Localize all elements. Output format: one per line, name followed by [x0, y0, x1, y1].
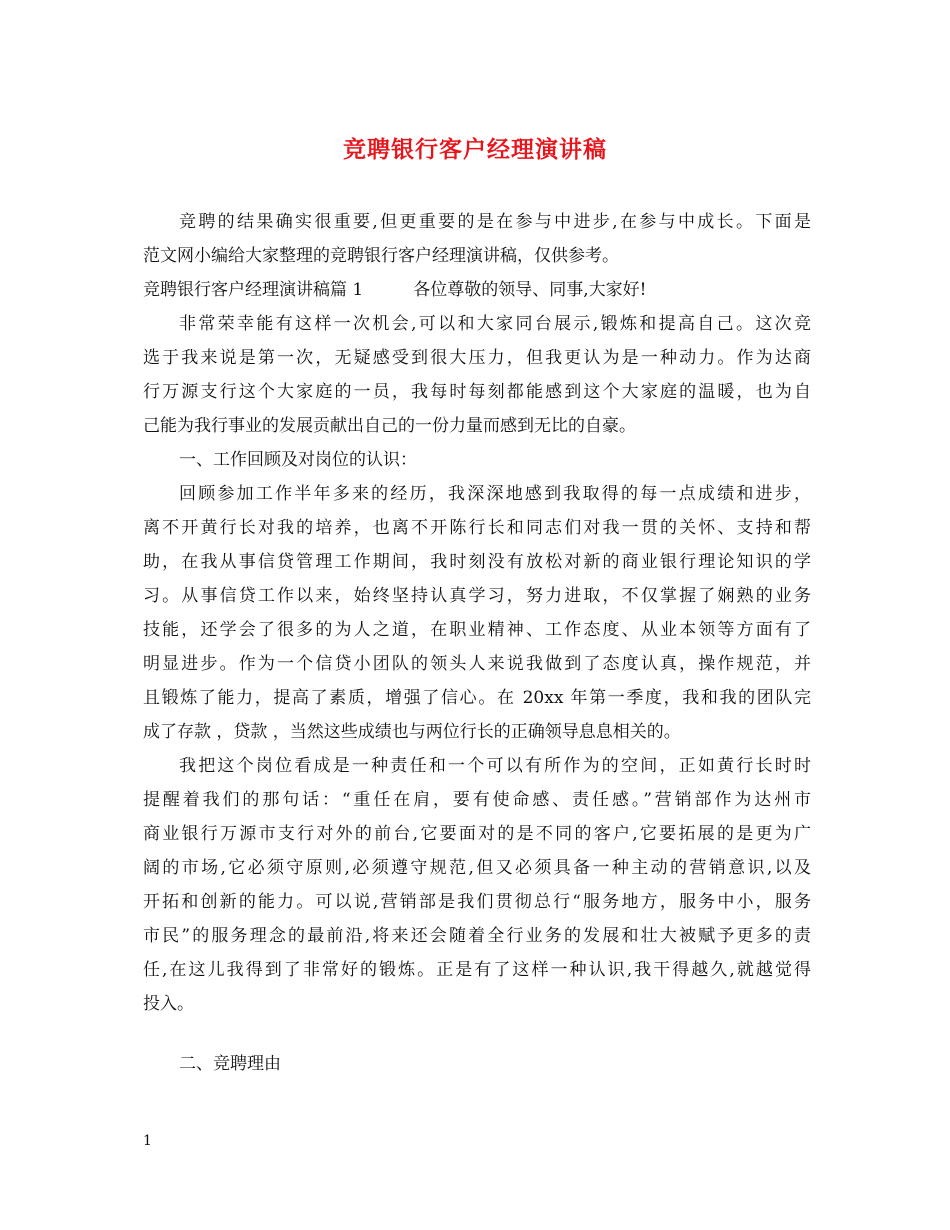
paragraph-line: 离不开黄行长对我的培养，也离不开陈行长和同志们对我一贯的关怀、支持和帮 — [143, 518, 811, 538]
salutation: 各位尊敬的领导、同事,大家好! — [413, 280, 647, 300]
paragraph-line: 阔的市场,它必须守原则,必须遵守规范,但又必须具备一种主动的营销意识,以及 — [143, 858, 811, 878]
intro-line: 范文网小编给大家整理的竞聘银行客户经理演讲稿，仅供参考。 — [143, 246, 619, 266]
paragraph-line: 行万源支行这个大家庭的一员，我每时每刻都能感到这个大家庭的温暖，也为自 — [143, 382, 811, 402]
paragraph-line: 开拓和创新的能力。可以说,营销部是我们贯彻总行“服务地方，服务中小，服务 — [143, 892, 811, 912]
paragraph-line: 选于我来说是第一次，无疑感受到很大压力，但我更认为是一种动力。作为达商 — [143, 348, 811, 368]
section-heading-line — [143, 273, 811, 307]
paragraph-line: 习。从事信贷工作以来，始终坚持认真学习，努力进取，不仅掌握了娴熟的业务 — [143, 586, 811, 606]
heading-work-review: 一、工作回顾及对岗位的认识： — [179, 450, 417, 470]
paragraph-line: 投入。 — [143, 994, 194, 1014]
section-heading: 竞聘银行客户经理演讲稿篇 1 — [143, 280, 364, 300]
page-number: 1 — [143, 1133, 152, 1149]
paragraph-line: 非常荣幸能有这样一次机会,可以和大家同台展示,锻炼和提高自己。这次竞 — [179, 314, 811, 334]
paragraph-line: 技能，还学会了很多的为人之道，在职业精神、工作态度、从业本领等方面有了 — [143, 620, 811, 640]
paragraph-line: 商业银行万源市支行对外的前台,它要面对的是不同的客户,它要拓展的是更为广 — [143, 824, 811, 844]
paragraph-line: 成了存款 ，贷款 ，当然这些成绩也与两位行长的正确领导息息相关的。 — [143, 722, 681, 742]
document-title: 竞聘银行客户经理演讲稿 — [343, 136, 607, 163]
paragraph-line: 任,在这儿我得到了非常好的锻炼。正是有了这样一种认识,我干得越久,就越觉得 — [143, 960, 811, 980]
paragraph-line: 提醒着我们的那句话：“重任在肩，要有使命感、责任感。”营销部作为达州市 — [143, 790, 811, 810]
intro-line: 竞聘的结果确实很重要,但更重要的是在参与中进步,在参与中成长。下面是 — [179, 212, 811, 232]
paragraph-line: 我把这个岗位看成是一种责任和一个可以有所作为的空间，正如黄行长时时 — [179, 756, 811, 776]
spacer — [143, 1021, 811, 1047]
paragraph-line: 助，在我从事信贷管理工作期间，我时刻没有放松对新的商业银行理论知识的学 — [143, 552, 811, 572]
paragraph-line: 回顾参加工作半年多来的经历，我深深地感到我取得的每一点成绩和进步， — [179, 484, 811, 504]
paragraph-line: 明显进步。作为一个信贷小团队的领头人来说我做到了态度认真，操作规范，并 — [143, 654, 811, 674]
paragraph-line: 市民”的服务理念的最前沿,将来还会随着全行业务的发展和壮大被赋予更多的责 — [143, 926, 811, 946]
paragraph-line: 且锻炼了能力，提高了素质，增强了信心。在 20xx 年第一季度，我和我的团队完 — [143, 688, 811, 708]
heading-reasons: 二、竞聘理由 — [179, 1054, 281, 1074]
document-body — [143, 205, 811, 1081]
paragraph-line: 己能为我行事业的发展贡献出自己的一份力量而感到无比的自豪。 — [143, 416, 636, 436]
